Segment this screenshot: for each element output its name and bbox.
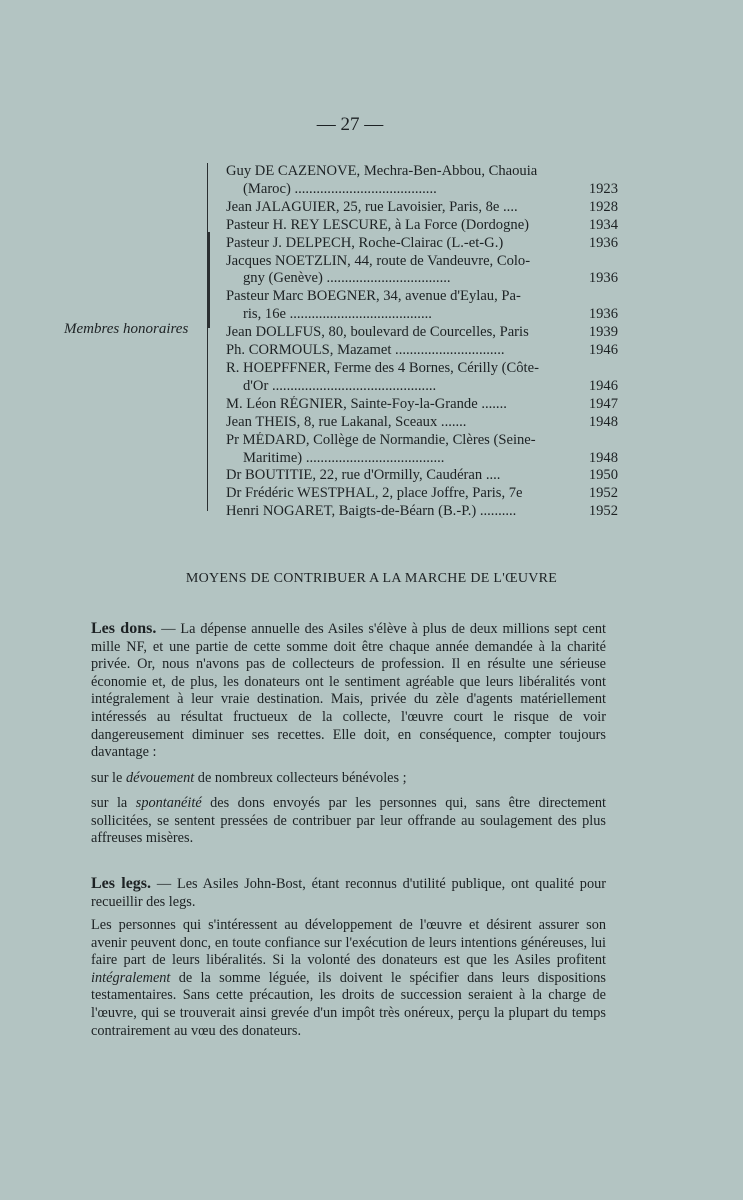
members-list xyxy=(226,163,618,521)
member-name: Dr BOUTITIE, 22, rue d'Ormilly, Caudéran .... xyxy=(226,467,501,484)
member-name: Jean JALAGUIER, 25, rue Lavoisier, Paris, 8e .... xyxy=(226,198,518,215)
member-line xyxy=(226,485,618,503)
member-line-continued xyxy=(226,270,618,288)
member-name: Jean THEIS, 8, rue Lakanal, Sceaux ....... xyxy=(226,413,467,430)
member-name: Jean DOLLFUS, 80, boulevard de Courcelles, Paris xyxy=(226,324,529,341)
dons-item1-pre: sur le xyxy=(91,770,126,786)
member-year: 1946 xyxy=(588,342,618,359)
member-name: Pr MÉDARD, Collège de Normandie, Clères (Seine- xyxy=(226,431,536,448)
member-line xyxy=(226,324,618,342)
member-name: R. HOEPFFNER, Ferme des 4 Bornes, Cérilly (Côte- xyxy=(226,359,539,376)
member-year: 1952 xyxy=(588,485,618,502)
member-line xyxy=(226,199,618,217)
member-line-continued xyxy=(226,378,618,396)
member-line xyxy=(226,217,618,235)
bracket-accent xyxy=(207,232,210,328)
member-year: 1946 xyxy=(588,377,618,394)
member-line-continued xyxy=(226,181,618,199)
legs-p2-pre: Les personnes qui s'intéressent au développement de l'œuvre et désirent assurer son avenir peuvent donc, en toute confiance sur l'exécution de leurs intentions généreuses, lui faire part de leurs libéralités. Si la volonté des donateurs est que les Asiles profitent xyxy=(91,917,606,969)
member-name: Henri NOGARET, Baigts-de-Béarn (B.-P.) .......... xyxy=(226,503,517,520)
member-line xyxy=(226,342,618,360)
dons-item2-pre: sur la xyxy=(91,795,136,811)
legs-text: — Les Asiles John-Bost, étant reconnus d'utilité publique, ont qualité pour recueillir des legs. xyxy=(91,876,606,910)
legs-p2-em: intégralement xyxy=(91,969,171,986)
section-title: MOYENS DE CONTRIBUER A LA MARCHE DE L'ŒUVRE xyxy=(185,571,558,586)
member-year: 1934 xyxy=(588,216,618,233)
member-line xyxy=(226,467,618,485)
member-continuation: Maritime) ...................................... xyxy=(243,449,445,466)
dons-item1-em: dévouement xyxy=(125,770,195,786)
legs-paragraph-2 xyxy=(91,917,606,1040)
member-line xyxy=(226,288,618,306)
member-continuation: d'Or ............................................. xyxy=(243,377,437,394)
member-line xyxy=(226,503,618,521)
bracket-line xyxy=(207,163,208,511)
member-line xyxy=(226,432,618,450)
dons-item2-em: spontanéité xyxy=(135,795,202,811)
member-year: 1936 xyxy=(588,234,618,251)
member-continuation: ris, 16e ....................................... xyxy=(243,306,432,323)
member-line xyxy=(226,163,618,181)
member-name: M. Léon RÉGNIER, Sainte-Foy-la-Grande ....... xyxy=(226,395,507,412)
member-name: Pasteur Marc BOEGNER, 34, avenue d'Eylau, Pa- xyxy=(226,288,521,305)
member-name: Dr Frédéric WESTPHAL, 2, place Joffre, Paris, 7e xyxy=(226,485,523,502)
member-year: 1923 xyxy=(588,180,618,197)
member-line xyxy=(226,414,618,432)
member-year: 1928 xyxy=(588,198,618,215)
member-continuation: (Maroc) ....................................... xyxy=(243,180,437,197)
member-year: 1947 xyxy=(588,395,618,412)
member-year: 1948 xyxy=(588,449,618,466)
member-line-continued xyxy=(226,306,618,324)
member-name: Guy DE CAZENOVE, Mechra-Ben-Abbou, Chaouia xyxy=(226,163,538,179)
legs-p2-post: de la somme léguée, ils doivent le spécifier dans leurs dispositions testamentaires. Sans cette précaution, les droits de succession seraient à la charge de l'œuvre, qui se trouverait ainsi grevée d'un impôt très onéreux, perçu la plupart du temps contrairement au vœu des donateurs. xyxy=(91,969,606,1039)
member-line xyxy=(226,396,618,414)
honorary-members-label: Membres honoraires xyxy=(64,321,189,337)
member-name: Pasteur J. DELPECH, Roche-Clairac (L.-et-G.) xyxy=(226,234,504,251)
dons-item1-post: de nombreux collecteurs bénévoles ; xyxy=(194,770,407,786)
member-line xyxy=(226,360,618,378)
member-line xyxy=(226,253,618,271)
member-line-continued xyxy=(226,450,618,468)
dons-text: — La dépense annuelle des Asiles s'élève à plus de deux millions sept cent mille NF, et une partie de cette somme doit être chaque année demandée à la charité privée. Or, nous n'avons pas de collecteurs de profession. Il en résulte une sérieuse économie et, de plus, les donateurs ont le sentiment agréable que leurs libéralités vont intégralement à leur vraie destination. Mais, privée du zèle d'agents matériellement intéressés au résultat fructueux de la collecte, l'œuvre court le risque de voir dangereusement diminuer ses recettes. Elle doit, en conséquence, compter toujours davantage : xyxy=(91,621,607,761)
dons-heading: Les dons. xyxy=(91,620,157,637)
member-year: 1952 xyxy=(588,503,618,520)
member-name: Ph. CORMOULS, Mazamet .............................. xyxy=(226,342,505,359)
member-name: Pasteur H. REY LESCURE, à La Force (Dordogne) xyxy=(226,216,530,233)
member-year: 1948 xyxy=(588,413,618,430)
member-continuation: gny (Genève) .................................. xyxy=(243,270,451,287)
member-name: Jacques NOETZLIN, 44, route de Vandeuvre, Colo- xyxy=(226,252,531,269)
page-number: — 27 — xyxy=(316,114,384,135)
dons-item2-post: des dons envoyés par les personnes qui, sans être directement sollicitées, se sentent pressées de contribuer par leur offrande au soulagement des plus affreuses misères. xyxy=(91,795,606,847)
dons-paragraph xyxy=(91,620,606,762)
member-year: 1936 xyxy=(588,306,618,323)
member-year: 1936 xyxy=(588,270,618,287)
legs-heading: Les legs. xyxy=(91,875,152,892)
member-year: 1939 xyxy=(588,324,618,341)
dons-item-devouement xyxy=(91,770,606,788)
dons-item-spontaneite xyxy=(91,795,606,848)
member-line xyxy=(226,235,618,253)
legs-paragraph xyxy=(91,875,606,911)
member-year: 1950 xyxy=(588,467,618,484)
